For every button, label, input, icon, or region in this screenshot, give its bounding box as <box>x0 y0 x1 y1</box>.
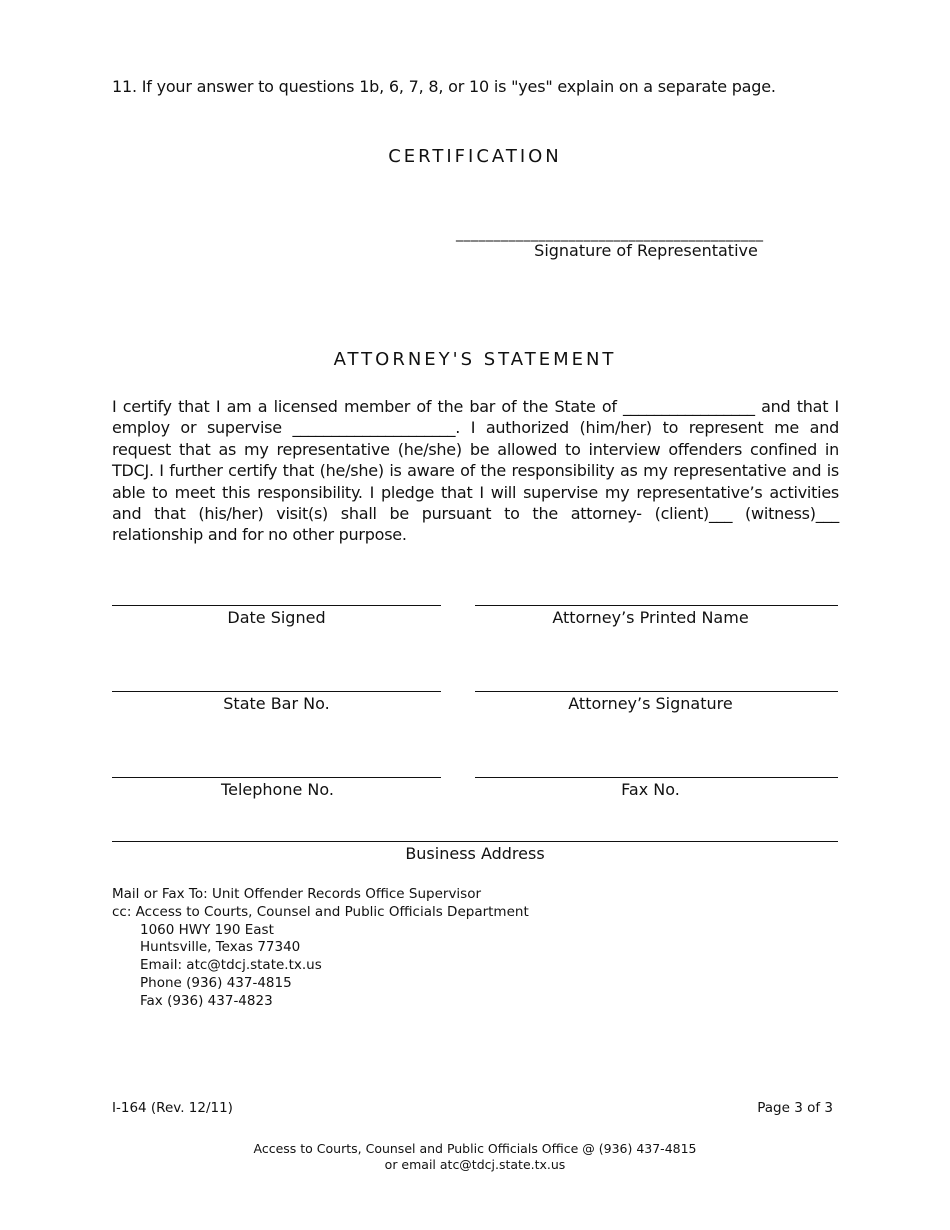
mail-line-1: Mail or Fax To: Unit Offender Records Office Supervisor <box>112 886 482 902</box>
mail-line-6: Phone (936) 437-4815 <box>140 974 292 991</box>
mail-line-3: 1060 HWY 190 East <box>140 921 274 938</box>
mail-line-7: Fax (936) 437-4823 <box>140 992 273 1009</box>
office-line-2: or email atc@tdcj.state.tx.us <box>384 1157 566 1172</box>
fax-field[interactable] <box>475 777 838 799</box>
date-signed-field[interactable] <box>112 605 441 627</box>
question-11: 11. If your answer to questions 1b, 6, 7, 8, or 10 is "yes" explain on a separate page. <box>112 77 776 96</box>
office-line-1: Access to Courts, Counsel and Public Officials Office @ (936) 437-4815 <box>253 1141 697 1156</box>
mailing-instructions <box>112 886 529 1011</box>
state-bar-label: State Bar No. <box>223 694 330 713</box>
business-address-label: Business Address <box>405 844 545 863</box>
form-id: I-164 (Rev. 12/11) <box>112 1100 233 1116</box>
attorney-statement-body: I certify that I am a licensed member of the bar of the State of _________________ and that I employ or supervise _____________________. I authorized (him/her) to represent me and request that as my representative (he/she) be allowed to interview offenders confined in TDCJ. I further certify that (he/she) is aware of the responsibility as my representative and is able to meet this responsibility. I pledge that I will supervise my representative’s activities and that (his/her) visit(s) shall be pursuant to the attorney- (client)___ (witness)___ relationship and for no other purpose. <box>112 397 839 545</box>
representative-signature-caption: Signature of Representative <box>534 241 758 260</box>
certification-heading: CERTIFICATION <box>388 146 562 167</box>
state-bar-field[interactable] <box>112 691 441 713</box>
printed-name-field[interactable] <box>475 605 838 627</box>
mail-line-5: Email: atc@tdcj.state.tx.us <box>140 957 322 974</box>
telephone-field[interactable] <box>112 777 441 799</box>
page-number: Page 3 of 3 <box>757 1100 833 1116</box>
mail-line-4: Huntsville, Texas 77340 <box>140 939 301 956</box>
telephone-label: Telephone No. <box>221 780 334 799</box>
attorney-signature-field[interactable] <box>475 691 838 713</box>
representative-signature-line[interactable]: _________________________________________ <box>456 226 764 242</box>
date-signed-label: Date Signed <box>227 608 326 627</box>
attorney-statement-heading: ATTORNEY'S STATEMENT <box>333 349 617 370</box>
business-address-field[interactable] <box>112 841 838 863</box>
office-contact <box>0 1141 950 1173</box>
attorney-signature-label: Attorney’s Signature <box>568 694 733 713</box>
mail-line-2: cc: Access to Courts, Counsel and Public Officials Department <box>112 903 529 920</box>
printed-name-label: Attorney’s Printed Name <box>552 608 749 627</box>
fax-label: Fax No. <box>621 780 680 799</box>
